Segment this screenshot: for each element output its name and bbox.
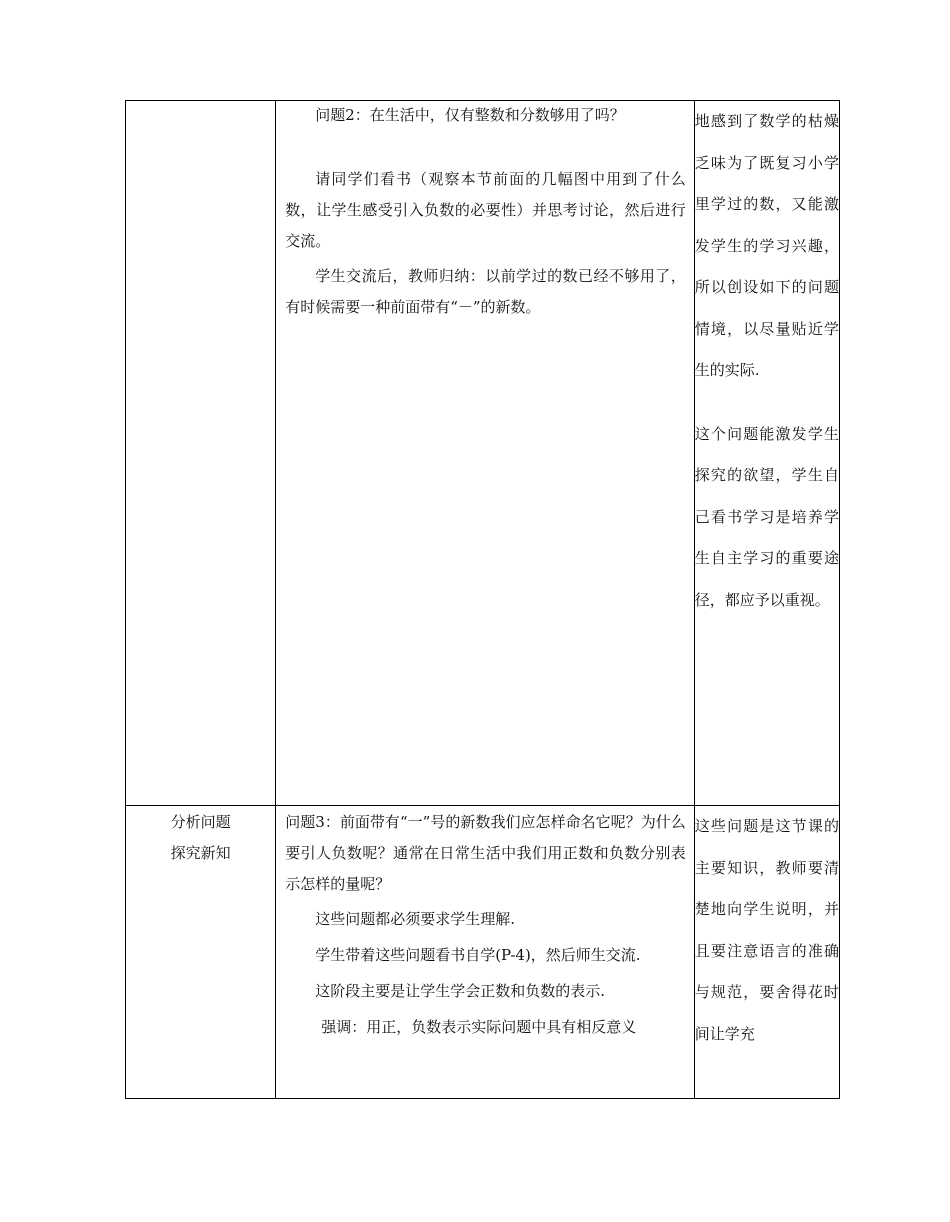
question-2: 问题2：在生活中，仅有整数和分数够用了吗？ [315, 106, 625, 124]
table-row [126, 806, 840, 1099]
intent-text-1: 地感到了数学的枯燥乏味为了既复习小学里学过的数，又能激发学生的学习兴趣，所以创设如下的问题情境，以尽量贴近学生的实际. [694, 112, 839, 379]
self-study-text: 学生带着这些问题看书自学(P-4)，然后师生交流. [315, 946, 641, 964]
intent-cell [694, 101, 839, 806]
intent-text-3: 这些问题是这节课的主要知识，教师要清楚地向学生说明，并且要注意语言的准确与规范，要舍得花时间让学充 [694, 817, 839, 1043]
requirement-text: 这些问题都必须要求学生理解. [315, 910, 515, 928]
stage-label: 探究新知 [170, 844, 231, 862]
table-row [126, 101, 840, 806]
intent-text-2: 这个问题能激发学生探究的欲望，学生自己看书学习是培养学生自主学习的重要途径，都应予以重视。 [694, 424, 839, 609]
lesson-plan-table [125, 100, 840, 1099]
teacher-summary: 学生交流后，教师归纳：以前学过的数已经不够用了，有时候需要一种前面带有“－”的新数。 [285, 267, 686, 316]
reading-instruction: 请同学们看书（观察本节前面的几幅图中用到了什么数，让学生感受引入负数的必要性）并思考讨论，然后进行交流。 [285, 170, 686, 250]
question-3: 问题3：前面带有“一”号的新数我们应怎样命名它呢？为什么要引人负数呢？通常在日常生活中我们用正数和负数分别表示怎样的量呢？ [285, 813, 686, 893]
intent-cell [694, 806, 839, 1099]
stage-goal-text: 这阶段主要是让学生学会正数和负数的表示. [315, 982, 605, 1000]
stage-cell [126, 806, 276, 1099]
stage-cell [126, 101, 276, 806]
activity-cell [276, 101, 695, 806]
activity-cell [276, 806, 695, 1099]
emphasis-text: 强调：用正，负数表示实际问题中具有相反意义 [321, 1018, 637, 1036]
stage-label: 分析问题 [170, 813, 231, 831]
